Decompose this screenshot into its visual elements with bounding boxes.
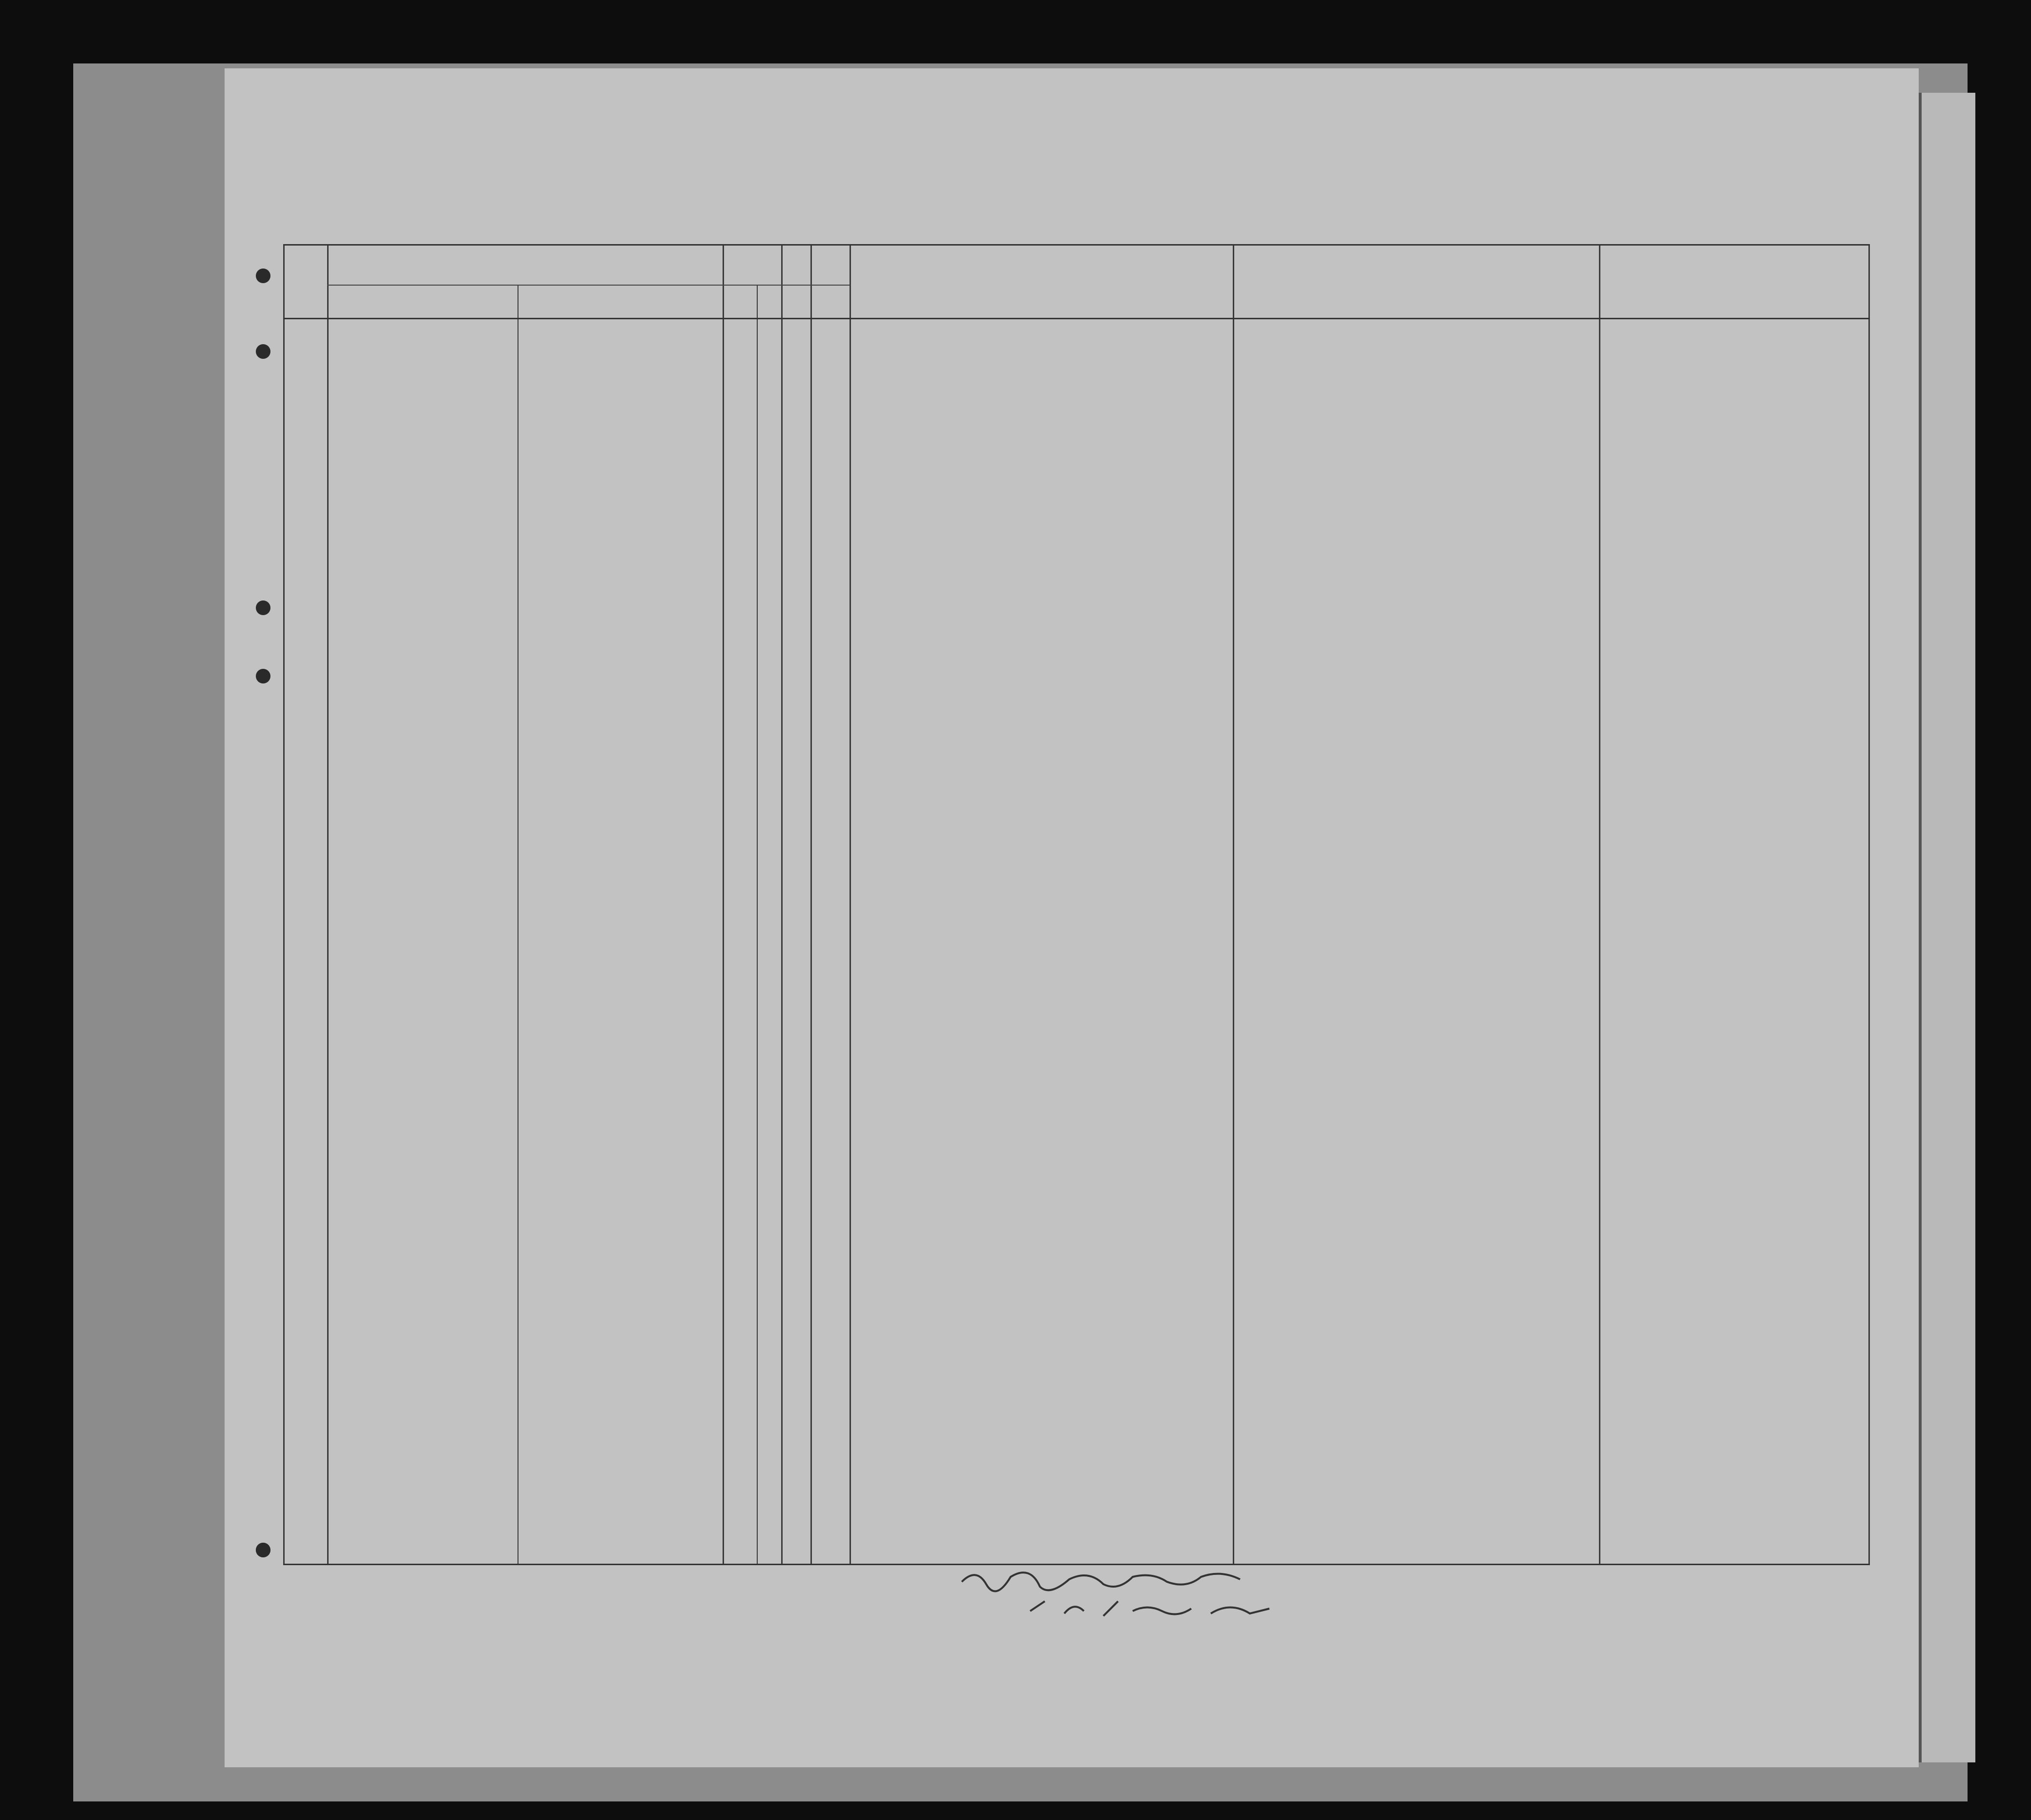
- punch-hole-icon: [256, 269, 270, 283]
- table-body: [283, 319, 1870, 1564]
- manifest-page: [225, 68, 1919, 1767]
- punch-hole-icon: [256, 669, 270, 683]
- important-notice: [288, 1606, 1899, 1728]
- underlying-page-edge: [1919, 93, 1975, 1762]
- manifest-table: [283, 244, 1870, 1565]
- header-divider: [327, 285, 850, 286]
- voyage-line: [288, 205, 1870, 234]
- punch-hole-icon: [256, 344, 270, 359]
- punch-hole-icon: [256, 600, 270, 615]
- form-identification: [322, 112, 483, 127]
- punch-hole-icon: [256, 1543, 270, 1557]
